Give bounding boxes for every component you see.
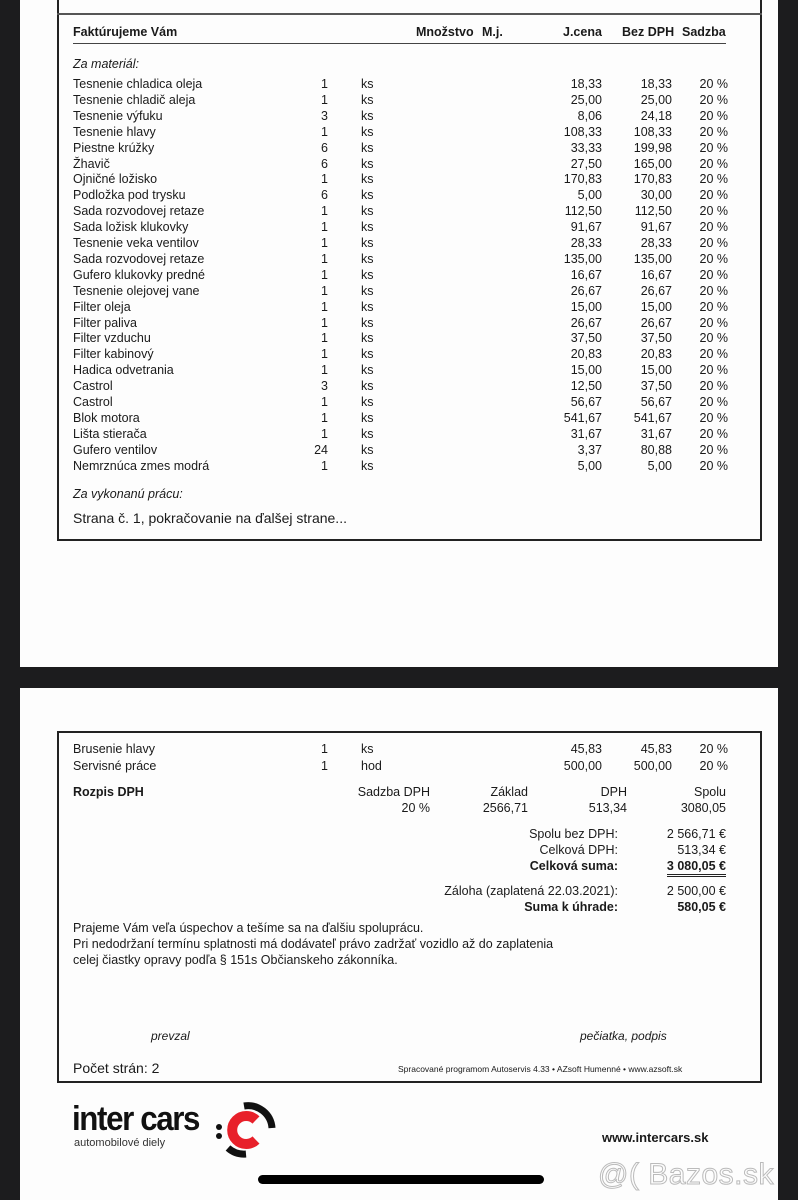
col-header-net: Bez DPH	[622, 25, 675, 39]
item-quantity: 24	[314, 442, 328, 457]
item-unit: ks	[361, 77, 374, 91]
item-net-price: 56,67	[640, 395, 672, 409]
item-net-price: 541,67	[633, 410, 672, 425]
item-unit: ks	[361, 124, 374, 139]
item-unit: ks	[361, 204, 374, 219]
invoice-line-row	[73, 188, 728, 204]
item-unit: ks	[361, 379, 374, 394]
item-unit-price: 25,00	[570, 92, 602, 107]
item-unit: ks	[361, 188, 374, 203]
item-unit: ks	[361, 299, 374, 314]
invoice-line-row	[73, 284, 728, 300]
item-unit-price: 5,00	[577, 188, 602, 203]
item-net-price: 20,83	[640, 347, 672, 362]
invoice-line-row	[73, 411, 728, 427]
item-quantity: 1	[321, 458, 328, 473]
invoice-page-2	[20, 688, 778, 1200]
item-vat-rate: 20 %	[699, 315, 728, 330]
grand-total-value: 3 080,05 €	[667, 859, 726, 877]
item-unit-price: 112,50	[564, 204, 602, 219]
item-net-price: 170,83	[633, 172, 672, 187]
item-vat-rate: 20 %	[699, 172, 728, 187]
item-unit: ks	[361, 92, 374, 107]
item-unit-price: 15,00	[570, 299, 602, 314]
item-net-price: 18,33	[640, 77, 672, 91]
item-net-price: 37,50	[640, 331, 672, 346]
item-vat-rate: 20 %	[699, 363, 728, 378]
vat-amount-value: 513,34	[588, 801, 627, 815]
item-unit-price: 16,67	[570, 267, 602, 282]
invoice-line-row	[73, 77, 728, 93]
item-quantity: 3	[321, 108, 328, 123]
item-unit: ks	[361, 410, 374, 425]
item-name: Tesnenie veka ventilov	[73, 236, 199, 250]
item-quantity: 1	[321, 172, 328, 187]
item-net-price: 15,00	[640, 299, 672, 314]
item-name: Brusenie hlavy	[73, 742, 155, 756]
item-name: Ojničné ložisko	[73, 172, 158, 187]
item-quantity: 6	[321, 188, 328, 203]
item-name: Piestne krúžky	[73, 140, 155, 155]
item-net-price: 24,18	[640, 108, 672, 123]
note-line: Prajeme Vám veľa úspechov a tešíme sa na ďalšiu spoluprácu.	[73, 921, 424, 935]
vat-total-sum-value: 513,34 €	[677, 843, 726, 857]
item-unit: hod	[361, 758, 382, 773]
deposit-label: Záloha (zaplatená 22.03.2021):	[444, 884, 618, 898]
item-name: Žhavič	[73, 156, 110, 171]
item-vat-rate: 20 %	[699, 347, 728, 362]
item-vat-rate: 20 %	[699, 77, 728, 91]
item-name: Filter kabinový	[73, 347, 154, 362]
vat-total-value: 3080,05	[680, 801, 726, 815]
invoice-line-row	[73, 252, 728, 268]
item-net-price: 45,83	[640, 742, 672, 756]
item-unit-price: 28,33	[570, 236, 602, 250]
invoice-line-row	[73, 300, 728, 316]
col-header-qty: Množstvo	[416, 25, 474, 39]
invoice-line-row	[73, 759, 728, 775]
item-vat-rate: 20 %	[699, 283, 728, 298]
item-net-price: 25,00	[640, 92, 672, 107]
item-net-price: 30,00	[640, 188, 672, 203]
item-vat-rate: 20 %	[699, 395, 728, 409]
item-unit-price: 3,37	[577, 442, 602, 457]
vat-header-total: Spolu	[694, 785, 726, 799]
item-vat-rate: 20 %	[699, 410, 728, 425]
item-name: Castrol	[73, 379, 113, 394]
item-unit-price: 33,33	[570, 140, 602, 155]
item-unit-price: 108,33	[563, 124, 602, 139]
item-unit-price: 37,50	[570, 331, 602, 346]
invoice-line-row	[73, 125, 728, 141]
item-quantity: 1	[321, 331, 328, 346]
item-unit-price: 45,83	[570, 742, 602, 756]
item-net-price: 80,88	[640, 442, 672, 457]
note-line: celej čiastky opravy podľa § 151s Občianskeho zákonníka.	[73, 953, 398, 967]
item-quantity: 1	[321, 363, 328, 378]
vat-total-label: Celková DPH:	[539, 843, 618, 857]
grand-total-label: Celková suma:	[529, 859, 618, 873]
item-vat-rate: 20 %	[699, 442, 728, 457]
item-name: Servisné práce	[73, 758, 157, 773]
item-name: Podložka pod trysku	[73, 188, 186, 203]
item-unit: ks	[361, 363, 374, 378]
item-vat-rate: 20 %	[699, 124, 728, 139]
item-quantity: 1	[321, 204, 328, 219]
invoice-line-row	[73, 157, 728, 173]
item-unit-price: 31,67	[570, 426, 602, 441]
col-header-unit-price: J.cena	[563, 25, 602, 39]
item-quantity: 1	[321, 347, 328, 362]
vat-header-rate: Sadzba DPH	[357, 785, 430, 799]
item-name: Nemrznúca zmes modrá	[73, 458, 210, 473]
vat-header-base: Základ	[490, 785, 528, 799]
stamp-signature-label: pečiatka, podpis	[580, 1029, 667, 1043]
item-unit-price: 500,00	[563, 758, 602, 773]
item-name: Sada ložisk klukovky	[73, 220, 189, 235]
item-vat-rate: 20 %	[699, 758, 728, 773]
item-name: Gufero ventilov	[73, 442, 158, 457]
invoice-line-row	[73, 316, 728, 332]
item-unit-price: 27,50	[570, 156, 602, 171]
invoice-line-row	[73, 141, 728, 157]
item-vat-rate: 20 %	[699, 458, 728, 473]
item-unit: ks	[361, 442, 374, 457]
note-line: Pri nedodržaní termínu splatnosti má dodávateľ právo zadržať vozidlo až do zaplatenia	[73, 937, 554, 951]
item-name: Castrol	[73, 395, 113, 409]
item-quantity: 1	[321, 283, 328, 298]
item-quantity: 1	[321, 77, 328, 91]
received-label: prevzal	[151, 1029, 190, 1043]
page-count: Počet strán: 2	[73, 1060, 160, 1076]
logo-tagline: automobilové diely	[74, 1137, 166, 1149]
item-unit: ks	[361, 108, 374, 123]
item-name: Tesnenie olejovej vane	[73, 283, 200, 298]
item-net-price: 15,00	[640, 363, 672, 378]
item-name: Hadica odvetrania	[73, 363, 174, 378]
item-unit: ks	[361, 267, 374, 282]
item-net-price: 108,33	[633, 124, 672, 139]
item-unit: ks	[361, 220, 374, 235]
item-net-price: 500,00	[633, 758, 672, 773]
item-unit: ks	[361, 347, 374, 362]
item-name: Blok motora	[73, 410, 140, 425]
item-vat-rate: 20 %	[699, 236, 728, 250]
item-vat-rate: 20 %	[699, 267, 728, 282]
item-name: Tesnenie chladica oleja	[73, 77, 203, 91]
invoice-line-row	[73, 459, 728, 475]
invoice-line-row	[73, 331, 728, 347]
invoice-line-row	[73, 109, 728, 125]
item-net-price: 165,00	[633, 156, 672, 171]
intercars-c-icon	[216, 1102, 278, 1158]
item-name: Lišta stierača	[73, 426, 147, 441]
amount-due-value: 580,05 €	[677, 900, 726, 914]
item-quantity: 1	[321, 220, 328, 235]
invoice-line-row	[73, 347, 728, 363]
item-quantity: 1	[321, 251, 328, 266]
bazos-watermark: @( Bazos.sk	[598, 1158, 774, 1191]
item-unit: ks	[361, 331, 374, 346]
item-quantity: 6	[321, 156, 328, 171]
logo-wordmark: inter cars	[72, 1100, 200, 1138]
item-quantity: 1	[321, 426, 328, 441]
item-unit: ks	[361, 283, 374, 298]
item-vat-rate: 20 %	[699, 251, 728, 266]
item-quantity: 1	[321, 92, 328, 107]
item-unit-price: 135,00	[563, 251, 602, 266]
item-quantity: 1	[321, 410, 328, 425]
deposit-value: 2 500,00 €	[666, 884, 726, 898]
item-unit-price: 56,67	[570, 395, 602, 409]
invoice-page-1	[20, 0, 778, 667]
section-material-label: Za materiál:	[73, 57, 139, 71]
item-vat-rate: 20 %	[699, 204, 728, 219]
intercars-logo	[72, 1100, 210, 1149]
item-quantity: 1	[321, 124, 328, 139]
item-vat-rate: 20 %	[699, 156, 728, 171]
item-vat-rate: 20 %	[699, 140, 728, 155]
amount-due-label: Suma k úhrade:	[524, 900, 618, 914]
item-net-price: 135,00	[633, 251, 672, 266]
item-unit: ks	[361, 315, 374, 330]
item-vat-rate: 20 %	[699, 220, 728, 235]
invoice-line-row	[73, 363, 728, 379]
item-unit-price: 170,83	[563, 172, 602, 187]
item-quantity: 1	[321, 742, 328, 756]
col-header-title: Faktúrujeme Vám	[73, 25, 178, 39]
item-net-price: 26,67	[640, 315, 672, 330]
item-quantity: 1	[321, 758, 328, 773]
item-vat-rate: 20 %	[699, 742, 728, 756]
net-total-value: 2 566,71 €	[666, 827, 726, 841]
item-unit: ks	[361, 395, 374, 409]
item-vat-rate: 20 %	[699, 331, 728, 346]
item-unit-price: 91,67	[570, 220, 602, 235]
item-net-price: 199,98	[633, 140, 672, 155]
item-vat-rate: 20 %	[699, 379, 728, 394]
item-quantity: 1	[321, 236, 328, 250]
item-vat-rate: 20 %	[699, 299, 728, 314]
invoice-line-row	[73, 204, 728, 220]
invoice-line-row	[73, 172, 728, 188]
invoice-line-row	[73, 742, 728, 758]
item-unit-price: 541,67	[563, 410, 602, 425]
item-quantity: 6	[321, 140, 328, 155]
header-divider	[73, 43, 726, 44]
item-name: Tesnenie chladič aleja	[73, 92, 196, 107]
item-unit-price: 5,00	[577, 458, 602, 473]
item-name: Filter vzduchu	[73, 331, 151, 346]
item-vat-rate: 20 %	[699, 92, 728, 107]
item-unit-price: 26,67	[570, 283, 602, 298]
item-net-price: 16,67	[640, 267, 672, 282]
item-unit-price: 8,06	[577, 108, 602, 123]
item-net-price: 26,67	[640, 283, 672, 298]
item-name: Filter oleja	[73, 299, 131, 314]
vat-header-vat: DPH	[600, 785, 627, 799]
item-unit-price: 12,50	[570, 379, 602, 394]
item-unit-price: 15,00	[570, 363, 602, 378]
item-unit: ks	[361, 742, 374, 756]
invoice-line-row	[73, 395, 728, 411]
item-name: Sada rozvodovej retaze	[73, 251, 205, 266]
item-unit: ks	[361, 140, 374, 155]
item-unit: ks	[361, 426, 374, 441]
item-net-price: 5,00	[647, 458, 672, 473]
item-quantity: 1	[321, 395, 328, 409]
continuation-note: Strana č. 1, pokračovanie na ďalšej strane...	[73, 510, 347, 526]
invoice-line-row	[73, 443, 728, 459]
section-work-label: Za vykonanú prácu:	[73, 487, 183, 501]
home-indicator[interactable]	[258, 1175, 544, 1184]
item-name: Filter paliva	[73, 315, 137, 330]
invoice-line-row	[73, 236, 728, 252]
item-unit-price: 20,83	[570, 347, 602, 362]
item-name: Sada rozvodovej retaze	[73, 204, 205, 219]
item-quantity: 1	[321, 299, 328, 314]
item-name: Tesnenie výfuku	[73, 108, 163, 123]
col-header-vat: Sadzba	[682, 25, 726, 39]
item-vat-rate: 20 %	[699, 188, 728, 203]
item-net-price: 31,67	[640, 426, 672, 441]
item-unit-price: 18,33	[570, 77, 602, 91]
item-vat-rate: 20 %	[699, 426, 728, 441]
invoice-line-row	[73, 268, 728, 284]
software-credit: Spracované programom Autoservis 4.33 • AZsoft Humenné • www.azsoft.sk	[398, 1064, 683, 1074]
intercars-website[interactable]: www.intercars.sk	[602, 1130, 709, 1145]
item-unit: ks	[361, 458, 374, 473]
vat-rate-value: 20 %	[401, 801, 430, 815]
item-name: Tesnenie hlavy	[73, 124, 156, 139]
item-unit: ks	[361, 172, 374, 187]
item-unit: ks	[361, 251, 374, 266]
item-net-price: 28,33	[640, 236, 672, 250]
invoice-line-row	[73, 220, 728, 236]
item-net-price: 37,50	[640, 379, 672, 394]
item-unit: ks	[361, 236, 374, 250]
item-quantity: 1	[321, 315, 328, 330]
item-unit-price: 26,67	[570, 315, 602, 330]
vat-base-value: 2566,71	[482, 801, 528, 815]
vat-breakdown-title: Rozpis DPH	[73, 785, 144, 799]
item-vat-rate: 20 %	[699, 108, 728, 123]
item-quantity: 1	[321, 267, 328, 282]
invoice-line-row	[73, 379, 728, 395]
item-net-price: 112,50	[634, 204, 672, 219]
item-unit: ks	[361, 156, 374, 171]
net-total-label: Spolu bez DPH:	[529, 827, 618, 841]
item-quantity: 3	[321, 379, 328, 394]
divider	[57, 13, 762, 15]
item-net-price: 91,67	[640, 220, 672, 235]
invoice-line-row	[73, 427, 728, 443]
invoice-line-row	[73, 93, 728, 109]
col-header-unit: M.j.	[482, 25, 503, 39]
item-name: Gufero klukovky predné	[73, 267, 206, 282]
